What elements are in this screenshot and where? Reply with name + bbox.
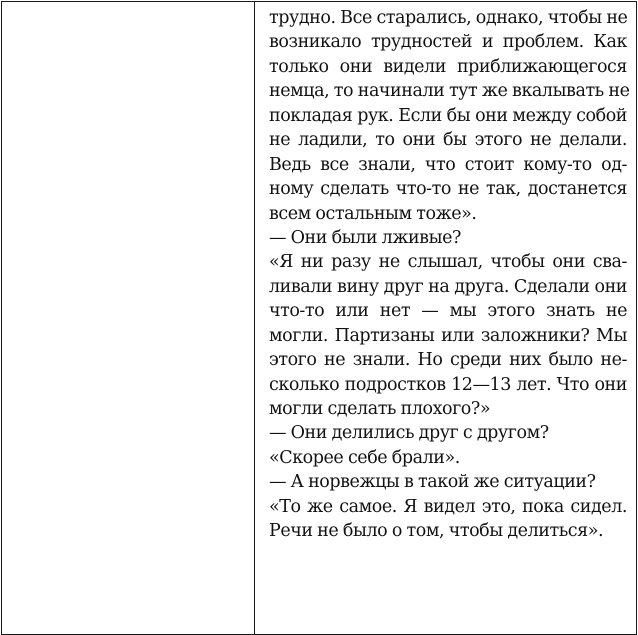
text-line: — Они были лживые? <box>269 227 461 248</box>
text-line: «Скорее себе брали». <box>269 447 460 468</box>
text-line: сколько подростков 12—13 лет. Что они <box>269 374 627 395</box>
text-line: покладая рук. Если бы они между собой <box>269 105 627 126</box>
right-column-cell <box>255 2 636 634</box>
text-line: могли. Партизаны или заложники? Мы <box>269 325 627 346</box>
left-column-empty-cell <box>2 2 255 634</box>
text-line: немца, то начинали тут же вкалывать не <box>269 81 630 102</box>
text-line: трудно. Все старались, однако, чтобы не <box>269 8 628 28</box>
text-line: «Я ни разу не слышал, чтобы они сва- <box>269 252 627 273</box>
text-line: — Они делились друг с другом? <box>269 423 549 444</box>
text-line: возникало трудностей и проблем. Как <box>269 32 627 53</box>
text-line: ному сделать что-то не так, достанется <box>269 179 627 200</box>
text-line: всем остальным тоже». <box>269 203 477 224</box>
interview-text <box>269 6 630 544</box>
text-line: не ладили, то они бы этого не делали. <box>269 130 627 151</box>
text-line: могли сделать плохого?» <box>269 399 491 419</box>
text-line: Речи не было о том, чтобы делиться». <box>269 521 604 542</box>
text-line: этого не знали. Но среди них было не- <box>269 350 627 371</box>
text-line: Ведь все знали, что стоит кому-то од- <box>269 154 627 175</box>
text-line: ливали вину друг на друга. Сделали они <box>269 276 627 297</box>
text-line: только они видели приближающегося <box>269 56 627 77</box>
text-line: что-то или нет — мы этого знать не <box>269 301 627 322</box>
table-frame <box>1 1 637 635</box>
text-line: — А норвежцы в такой же ситуации? <box>269 472 596 493</box>
text-line: «То же самое. Я видел это, пока сидел. <box>269 496 627 517</box>
